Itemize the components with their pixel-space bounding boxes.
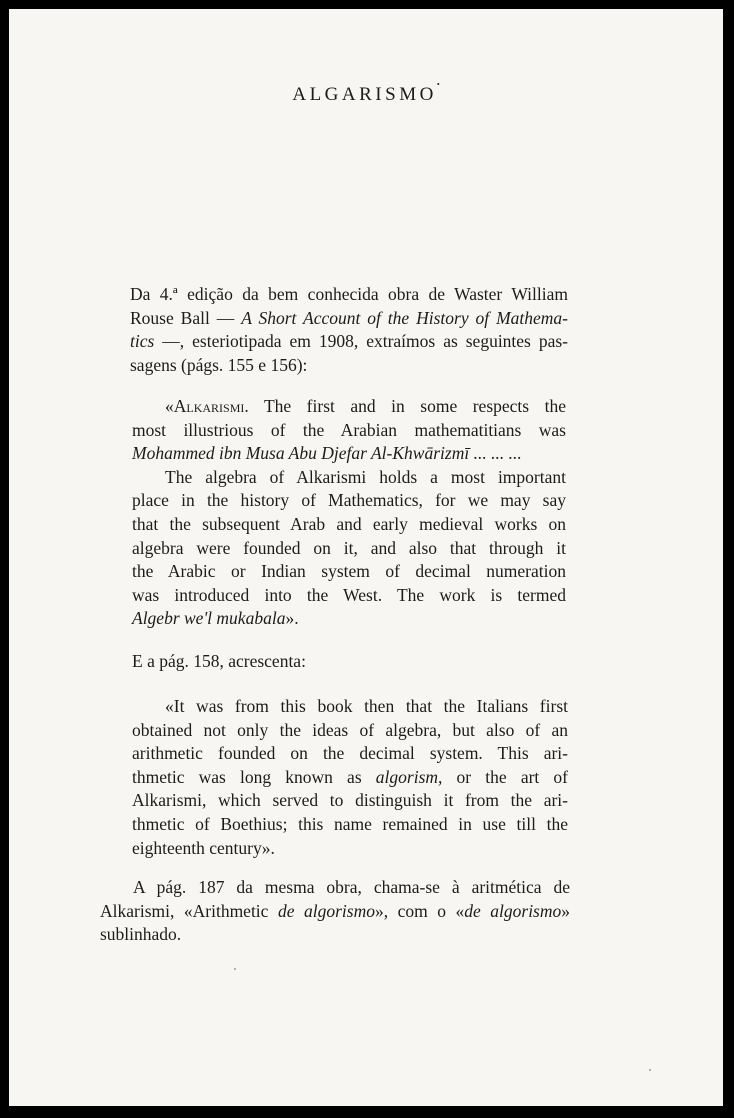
paragraph-pag-158 bbox=[132, 650, 566, 674]
text-line: «Alkarismi. The first and in some respects the bbox=[165, 396, 566, 416]
text-line: tics —, esteriotipada em 1908, extraímos as seguintes pas- bbox=[130, 331, 568, 352]
text-line: sagens (págs. 155 e 156): bbox=[130, 354, 308, 375]
text-line: Mohammed ibn Musa Abu Djefar Al-Khwārizmī ... ... ... bbox=[132, 443, 522, 464]
quote-algorism bbox=[132, 695, 568, 860]
text-line: obtained not only the ideas of algebra, but also of an bbox=[132, 719, 568, 740]
text-line: was introduced into the West. The work is termed bbox=[132, 584, 566, 605]
text-line: arithmetic founded on the decimal system. This ari- bbox=[132, 743, 568, 764]
text-line: that the subsequent Arab and early medieval works on bbox=[132, 513, 566, 534]
text-line: Rouse Ball — A Short Account of the History of Mathema- bbox=[130, 307, 568, 328]
text-line: the Arabic or Indian system of decimal numeration bbox=[132, 561, 566, 582]
text-line: thmetic was long known as algorism, or the art of bbox=[132, 766, 569, 787]
text-line: most illustrious of the Arabian mathematitians was bbox=[132, 419, 566, 440]
text-line: sublinhado. bbox=[100, 924, 182, 945]
text-line: Alkarismi, «Arithmetic de algorismo», com o «de algorismo» bbox=[100, 900, 571, 921]
quote-alkarismi bbox=[132, 395, 566, 631]
text-line: Algebr we'l mukabala». bbox=[132, 608, 299, 629]
title-mark: • bbox=[436, 80, 440, 89]
text-line: thmetic of Boethius; this name remained in use till the bbox=[132, 813, 568, 834]
text-line: Alkarismi, which served to distinguish it from the ari- bbox=[132, 790, 568, 811]
text-line: place in the history of Mathematics, for we may say bbox=[132, 490, 566, 511]
text-line: Da 4.ª edição da bem conhecida obra de Waster William bbox=[130, 284, 568, 304]
text-line: E a pág. 158, acrescenta: bbox=[132, 651, 306, 671]
paragraph-pag-187 bbox=[100, 876, 570, 947]
text-line: A pág. 187 da mesma obra, chama-se à aritmética de bbox=[133, 877, 570, 897]
document-page bbox=[9, 9, 723, 1106]
paragraph-intro bbox=[130, 283, 568, 377]
text-line: «It was from this book then that the Italians first bbox=[165, 696, 568, 716]
scan-speck bbox=[649, 1069, 651, 1071]
text-line: algebra were founded on it, and also that through it bbox=[132, 537, 566, 558]
text-line: The algebra of Alkarismi holds a most important bbox=[165, 466, 566, 487]
text-line: eighteenth century». bbox=[132, 837, 275, 858]
page-title: ALGARISMO• bbox=[292, 80, 440, 105]
scan-speck bbox=[234, 968, 236, 970]
